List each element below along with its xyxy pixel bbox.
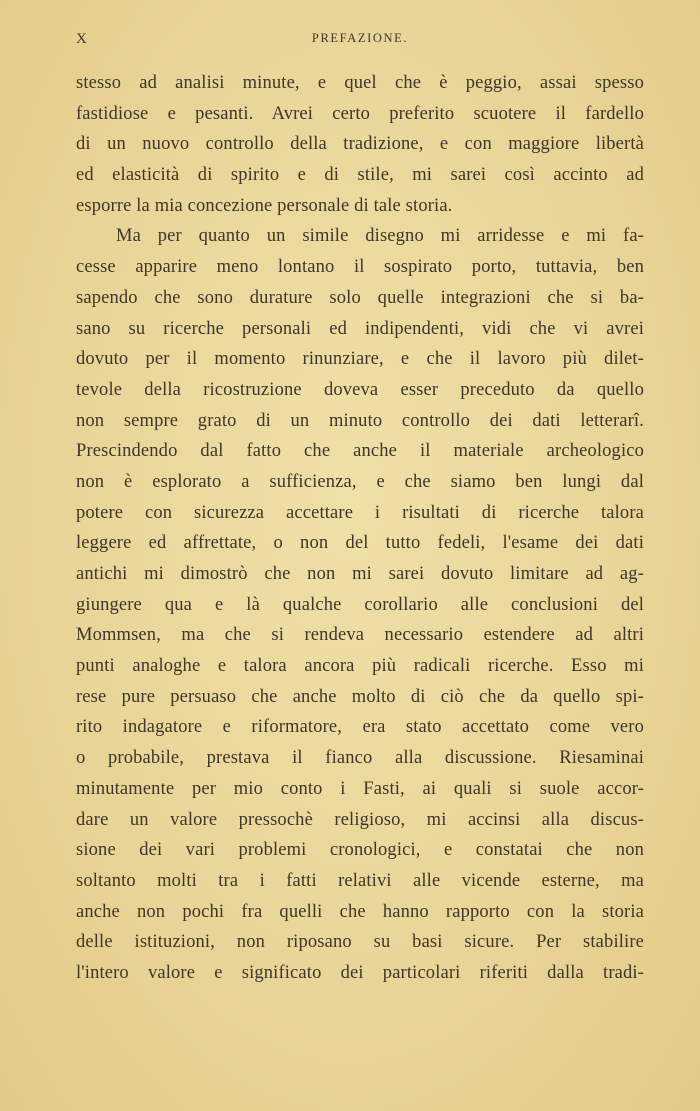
text-line: rito indagatore e riformatore, era stato accettato come vero <box>76 717 644 738</box>
page-header <box>76 31 644 55</box>
text-line: tevole della ricostruzione doveva esser preceduto da quello <box>76 379 644 400</box>
page-number: X <box>76 31 88 47</box>
text-line: l'intero valore e significato dei particolari riferiti dalla tradi- <box>76 962 644 983</box>
text-line: sapendo che sono durature solo quelle integrazioni che si ba- <box>76 287 644 308</box>
running-title: PREFAZIONE. <box>311 31 409 45</box>
text-line: Mommsen, ma che si rendeva necessario estendere ad altri <box>76 625 644 646</box>
text-line: delle istituzioni, non riposano su basi sicure. Per stabilire <box>76 932 644 953</box>
text-line: cesse apparire meno lontano il sospirato porto, tuttavia, ben <box>76 257 644 278</box>
text-line: fastidiose e pesanti. Avrei certo preferito scuotere il fardello <box>76 103 644 124</box>
text-line: esporre la mia concezione personale di tale storia. <box>76 195 453 216</box>
text-line: sione dei vari problemi cronologici, e constatai che non <box>76 840 644 861</box>
paragraph-1 <box>76 68 644 221</box>
text-line: minutamente per mio conto i Fasti, ai quali si suole accor- <box>76 778 644 799</box>
text-line: di un nuovo controllo della tradizione, e con maggiore libertà <box>76 134 644 155</box>
body-text <box>76 68 644 989</box>
text-line: Prescindendo dal fatto che anche il materiale archeologico <box>76 441 644 462</box>
text-line: o probabile, prestava il fianco alla discussione. Riesaminai <box>76 748 644 769</box>
text-line: sano su ricerche personali ed indipendenti, vidi che vi avrei <box>76 318 644 339</box>
text-line: ed elasticità di spirito e di stile, mi sarei così accinto ad <box>76 165 644 186</box>
text-line: potere con sicurezza accettare i risultati di ricerche talora <box>76 502 644 523</box>
text-line: non sempre grato di un minuto controllo dei dati letterarî. <box>76 410 644 431</box>
text-line: dare un valore pressochè religioso, mi accinsi alla discus- <box>76 809 644 830</box>
text-line: Ma per quanto un simile disegno mi arridesse e mi fa- <box>116 226 644 247</box>
text-line: soltanto molti tra i fatti relativi alle vicende esterne, ma <box>76 870 644 891</box>
text-line: leggere ed affrettate, o non del tutto fedeli, l'esame dei dati <box>76 533 644 554</box>
text-line: rese pure persuaso che anche molto di ciò che da quello spi- <box>76 686 644 707</box>
text-line: dovuto per il momento rinunziare, e che il lavoro più dilet- <box>76 349 644 370</box>
paragraph-2 <box>76 221 644 988</box>
text-line: non è esplorato a sufficienza, e che siamo ben lungi dal <box>76 471 644 492</box>
text-line: anche non pochi fra quelli che hanno rapporto con la storia <box>76 901 644 922</box>
text-line: giungere qua e là qualche corollario alle conclusioni del <box>76 594 644 615</box>
text-line: punti analoghe e talora ancora più radicali ricerche. Esso mi <box>76 656 644 677</box>
text-line: antichi mi dimostrò che non mi sarei dovuto limitare ad ag- <box>76 564 644 584</box>
text-line: stesso ad analisi minute, e quel che è peggio, assai spesso <box>76 73 644 93</box>
